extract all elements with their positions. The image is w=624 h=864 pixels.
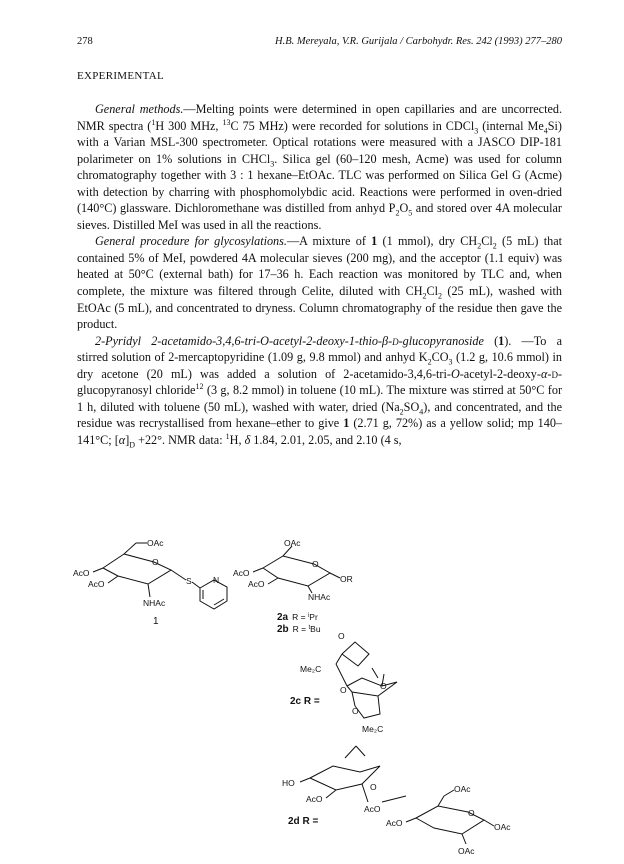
c2-aco-top: AcO <box>233 568 250 578</box>
paragraph-glycosylation: General procedure for glycosylations.—A mixture of 1 (1 mmol), dry $CH_2Cl_2$ (5 mL) that contained 5% of MeI, powdered 4A molecular sieves (200 mg), and the acceptor (1.1 equiv) was heated at 50°C (external bath) for 17–36 h. Each reaction was monitored by TLC and, when complete, the mixture was filtered through Celite, diluted with $CH_2Cl_2$ (25 mL), washed with EtOAc (5 mL), and concentrated to dryness. Column chromatography of the residue then gave the product. <box>77 234 562 332</box>
section-title: EXPERIMENTAL <box>77 70 165 82</box>
c2c-me2c-bottom: Me₂C <box>362 724 384 734</box>
c2d-aco-3: AcO <box>386 818 403 828</box>
chemical-structures-figure <box>0 520 624 864</box>
paragraph-compound-1: 2-Pyridyl 2-acetamido-3,4,6-tri-O-acetyl-2-deoxy-1-thio-β-d-glucopyranoside (1). —To a stirred solution of 2-mercaptopyridine (1.09 g, 9.8 mmol) and anhyd $K_2CO_3$ (1.2 g, 10.6 mmol) in dry acetone (20 mL) was added a solution of 2-acetamido-3,4,6-tri-O-acetyl-2-deoxy-α-d-glucopyranosyl chloride$^{12}$ (3 g, 8.2 mmol) in toluene (10 mL). The mixture was stirred at 50°C for 1 h, diluted with toluene (50 mL), washed with water, dried $(Na_2SO_4)$, and concentrated, and the residue was recrystallised from hexane–ether to give 1 (2.71 g, 72%) as a yellow solid; mp 140–141°C; $[\alpha]_D +22^\circ$. NMR data: $^1$H, δ 1.84, 2.01, 2.05, and 2.10 (4 s, <box>77 333 563 450</box>
c2c-o2: O <box>340 685 347 695</box>
running-head: H.B. Mereyala, V.R. Gurijala / Carbohydr. Res. 242 (1993) 277–280 <box>275 36 562 47</box>
c2d-ho: HO <box>282 778 295 788</box>
structures-svg <box>0 520 624 864</box>
c2d-aco-1: AcO <box>306 794 323 804</box>
c2d-oac-3: OAc <box>458 846 475 856</box>
label-2b: 2b R = $^t$Bu <box>277 624 321 635</box>
c2d-o2: O <box>468 808 475 818</box>
c2d-o1: O <box>370 782 377 792</box>
label-2d: 2d R = <box>288 816 319 827</box>
c2c-o4: O <box>352 706 359 716</box>
running-header <box>77 36 562 50</box>
compound-2d-substituent <box>282 746 511 856</box>
c1-oac: OAc <box>147 538 164 548</box>
compound-2-core <box>233 538 353 602</box>
c1-nitrogen: N <box>213 575 220 585</box>
c2c-me2c-top: Me₂C <box>300 664 322 674</box>
label-2a: 2a R = $^i$Pr <box>277 612 318 623</box>
c1-aco-bottom: AcO <box>88 579 105 589</box>
page-number: 278 <box>77 36 93 47</box>
label-2c: 2c R = <box>290 696 320 707</box>
c2d-oac-1: OAc <box>454 784 471 794</box>
body-text <box>77 101 562 448</box>
c2d-oac-2: OAc <box>494 822 511 832</box>
c1-sulfur: S <box>186 576 192 586</box>
compound-1 <box>73 538 227 627</box>
c1-number: 1 <box>153 616 159 627</box>
c2d-aco-2: AcO <box>364 804 381 814</box>
c2-ring-o: O <box>312 559 319 569</box>
c2c-o1: O <box>338 631 345 641</box>
c2-aco-bottom: AcO <box>248 579 265 589</box>
compound-2c-substituent <box>290 631 397 734</box>
paragraph-general-methods: General methods.—Melting points were determined in open capillaries and are uncorrected. NMR spectra ($^1$H 300 MHz, $^{13}$C 75 MHz) were recorded for solutions in CDCl$_3$ (internal $Me_4Si$) with a Varian MSL-300 spectrometer. Optical rotations were measured with a JASCO DIP-181 polarimeter on 1% solutions in CHCl$_3$. Silica gel (60–120 mesh, Acme) was used for column chromatography together with 3 : 1 hexane–EtOAc. TLC was performed on Silica Gel G (Acme) with detection by charring with phosphomolybdic acid. Reactions were performed in oven-dried (140°C) glassware. Dichloromethane was distilled from anhyd $P_2O_5$ and stored over 4A molecular sieves. Distilled MeI was used in all the reactions. <box>77 102 563 232</box>
c1-aco-top: AcO <box>73 568 90 578</box>
c2-oac: OAc <box>284 538 301 548</box>
c1-nhac: NHAc <box>143 598 166 608</box>
c2-nhac: NHAc <box>308 592 331 602</box>
c2c-o3: O <box>380 681 387 691</box>
c2-or: OR <box>340 574 353 584</box>
c1-ring-o: O <box>152 557 159 567</box>
